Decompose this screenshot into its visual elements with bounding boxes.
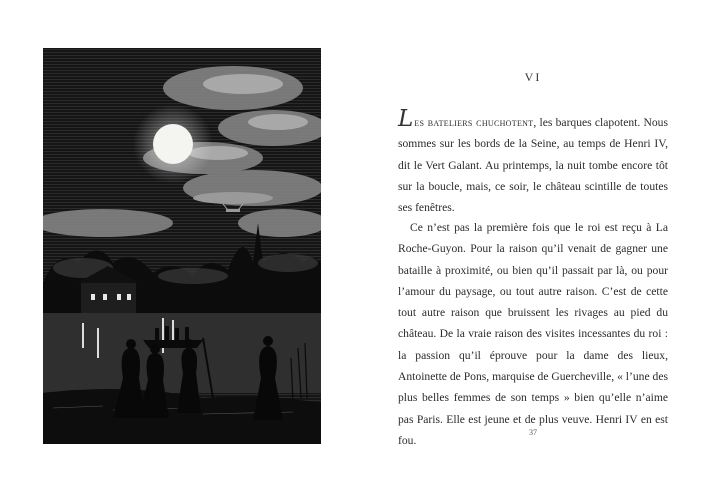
- drop-cap: L: [398, 106, 414, 132]
- moon: [153, 124, 193, 164]
- engraving-svg: [43, 48, 321, 444]
- text-page: [398, 0, 668, 485]
- illustration-night-river: [43, 48, 321, 444]
- paragraph-1-text: , les barques clapotent. Nous sommes sur les bords de la Seine, au temps de Henri IV, dit le Vert Galant. Au printemps, la nuit tombe encore tôt sur la boucle, mais, ce soir, le château scintille de toutes ses fenêtres.: [398, 116, 668, 215]
- page-number: 37: [529, 428, 537, 437]
- paragraph-2: Ce n’est pas la première fois que le roi est reçu à La Roche-Guyon. Pour la raison qu’il venait de gagner une bataille à proximité, ou bien qu’il passait par là, ou pour l’amour du paysage, ou tout autre raison. C’est de cette tout autre raison que bruissent les rivages au pied du château. De la vraie raison des visites incessantes du roi : la passion qu’il éprouve pour la dame des lieux, Antoinette de Pons, marquise de Guercheville, « l’une des plus belles femmes de son temps » bien qu’elle n’aime pas Paris. Elle est jeune et de plus veuve. Henri IV en est fou.: [398, 221, 668, 447]
- chapter-number: VI: [524, 70, 542, 84]
- paragraph-1: [398, 106, 668, 218]
- opening-small-caps: es bateliers chuchotent: [414, 116, 534, 129]
